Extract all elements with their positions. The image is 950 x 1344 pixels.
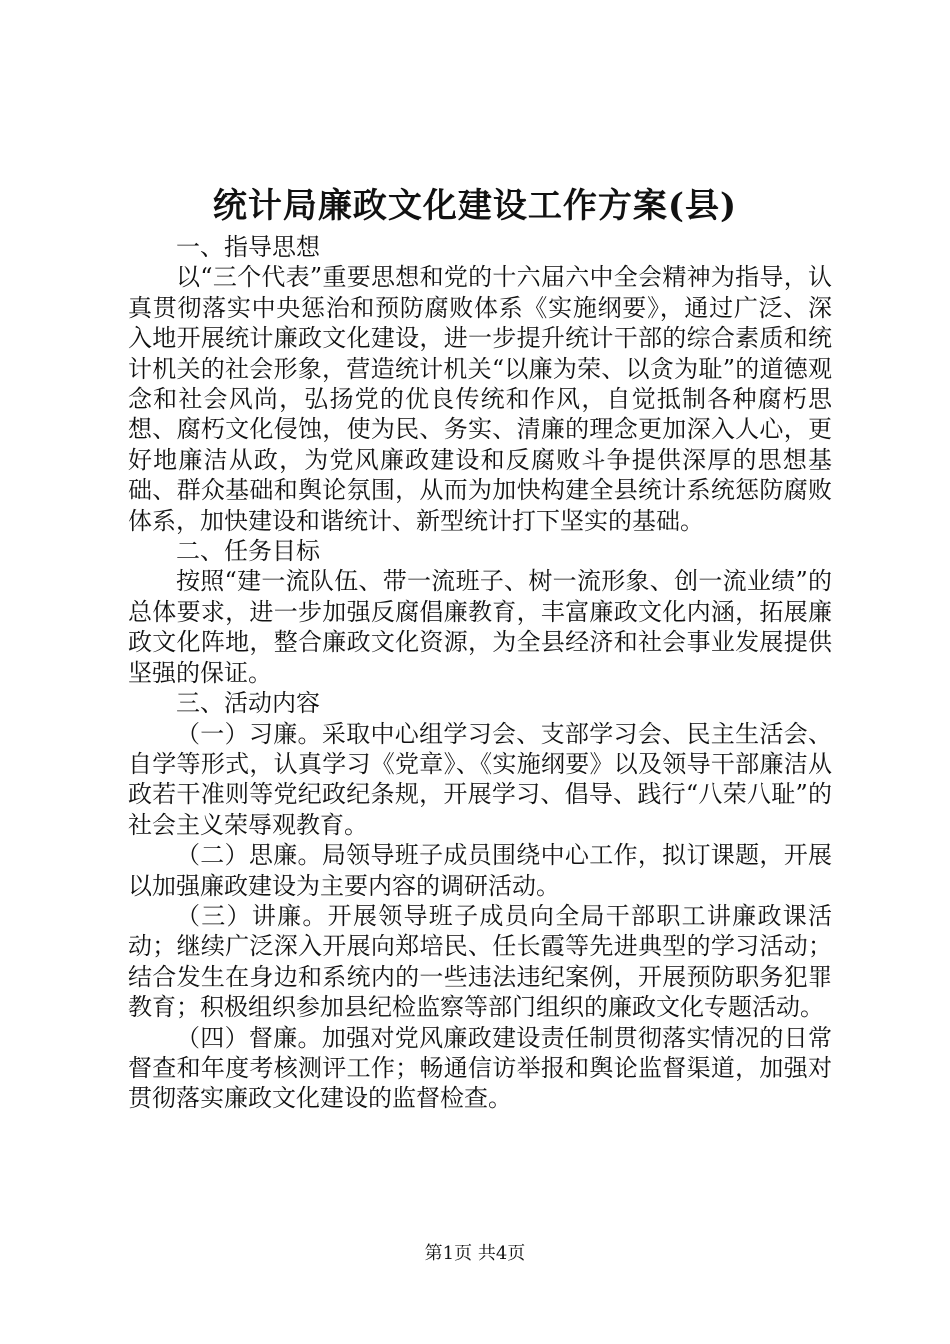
section-paragraph: （三）讲廉。开展领导班子成员向全局干部职工讲廉政课活动；继续广泛深入开展向郑培民、任长霞等先进典型的学习活动；结合发生在身边和系统内的一些违法违纪案例，开展预防职务犯罪教育；积极组织参加县纪检监察等部门组织的廉政文化专题活动。 — [128, 901, 832, 1022]
section-paragraph: （二）思廉。局领导班子成员围绕中心工作，拟订课题，开展以加强廉政建设为主要内容的调研活动。 — [128, 841, 832, 900]
section-paragraph: （一）习廉。采取中心组学习会、支部学习会、民主生活会、自学等形式，认真学习《党章》、《实施纲要》以及领导干部廉洁从政若干准则等党纪政纪条规，开展学习、倡导、践行“八荣八耻”的社会主义荣辱观教育。 — [128, 719, 832, 839]
section-paragraph: 以“三个代表”重要思想和党的十六届六中全会精神为指导，认真贯彻落实中央惩治和预防腐败体系《实施纲要》，通过广泛、深入地开展统计廉政文化建设，进一步提升统计干部的综合素质和统计机关的社会形象，营造统计机关“以廉为荣、以贪为耻”的道德观念和社会风尚，弘扬党的优良传统和作风，自觉抵制各种腐朽思想、腐朽文化侵蚀，使为民、务实、清廉的理念更加深入人心，更好地廉洁从政，为党风廉政建设和反腐败斗争提供深厚的思想基础、群众基础和舆论氛围，从而为加快构建全县统计系统惩防腐败体系，加快建设和谐统计、新型统计打下坚实的基础。 — [128, 263, 832, 535]
section-heading: 三、活动内容 — [176, 689, 320, 718]
section-paragraph: 按照“建一流队伍、带一流班子、树一流形象、创一流业绩”的总体要求，进一步加强反腐倡廉教育，丰富廉政文化内涵，拓展廉政文化阵地，整合廉政文化资源，为全县经济和社会事业发展提供坚强的保证。 — [128, 567, 832, 687]
document-body — [128, 232, 832, 1114]
section-heading: 一、指导思想 — [176, 233, 320, 261]
section-heading: 二、任务目标 — [176, 537, 320, 566]
page-footer: 第1页 共4页 — [424, 1243, 526, 1264]
section-paragraph: （四）督廉。加强对党风廉政建设责任制贯彻落实情况的日常督查和年度考核测评工作；畅通信访举报和舆论监督渠道，加强对贯彻落实廉政文化建设的监督检查。 — [128, 1023, 832, 1113]
document-title: 统计局廉政文化建设工作方案(县) — [212, 186, 738, 226]
